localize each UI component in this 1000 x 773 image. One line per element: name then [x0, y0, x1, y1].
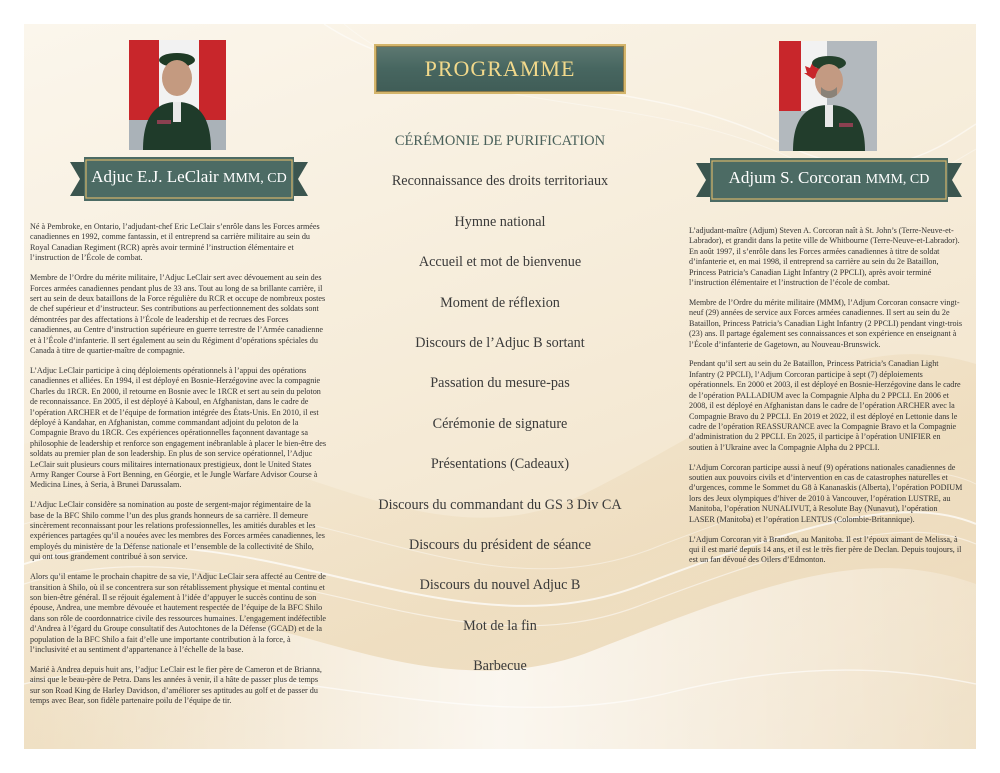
- left-name-label: [70, 167, 308, 187]
- left-biography: [30, 222, 326, 716]
- right-honours: MMM, CD: [865, 172, 930, 187]
- programme-item: Moment de réflexion: [440, 294, 560, 311]
- bio-paragraph: Né à Pembroke, en Ontario, l’adjudant-chef Eric LeClair s’enrôle dans les Forces armées canadiennes en 1992, comme fantassin, et il entreprend sa carrière militaire au sein du Royal Canadian Regiment (RCR) après avoir terminé l’instruction élémentaire et l’instruction de l’École de combat.: [30, 222, 320, 263]
- left-name-ribbon: [70, 156, 308, 202]
- bio-paragraph: Marié à Andrea depuis huit ans, l’adjuc LeClair est le fier père de Cameron et de Brianna, ainsi que le beau-père de Petra. Dans les années à venir, il a hâte de passer plus de temps sur son Road King de Harley Davidson, d’améliorer ses aptitudes au golf et de passer du temps avec Bear, son fidèle partenaire poilu de l’équipe de tir.: [30, 664, 322, 706]
- bio-paragraph: Membre de l’Ordre du mérite militaire (MMM), l’Adjum Corcoran consacre vingt-neuf (29) années de service aux Forces armées canadiennes. Il sert au sein du 2e Bataillon, Princess Patricia’s Canadian Light Infantry (2 PPCLI) pendant vingt-trois (23) ans. Il partage également ses connaissances et son expérience en enseignant à l’École d’infanterie de Gagetown, au Nouveau-Brunswick.: [689, 297, 963, 349]
- left-name: Adjuc E.J. LeClair: [91, 167, 219, 186]
- portrait-photo-icon: [129, 40, 226, 150]
- programme-title: PROGRAMME: [424, 56, 576, 81]
- bio-paragraph: L’Adjuc LeClair considère sa nomination au poste de sergent-major régimentaire de la base de la BFC Shilo comme l’un des plus grands honneurs de sa carrière. Il demeure sincèrement reconnaissant pour les relations professionnelles, les amitiés durables et les expériences partagées qu’il a nouées avec les membres des Forces armées canadiennes, les employés du ministère de la Défense nationale et l’ensemble de la collectivité de Shilo, qui ont tous grandement contribué à son service.: [30, 500, 325, 562]
- programme-item: Présentations (Cadeaux): [430, 456, 570, 473]
- programme-item: Cérémonie de signature: [432, 415, 568, 432]
- programme-item: Accueil et mot de bienvenue: [418, 254, 582, 271]
- bio-paragraph: Alors qu’il entame le prochain chapitre de sa vie, l’Adjuc LeClair sera affecté au Centre de transition à Shilo, où il se concentrera sur son rétablissement physique et mental continu et son bien-être général. Il se réjouit également à l’idée d’appuyer le succès continu de son épouse, Andrea, une membre dévouée et hautement respectée de l’équipe de la BFC Shilo dans son rôle de coordonnatrice civile des ressources humaines. L’engagement indéfectible d’Andrea à l’égard du Groupe consultatif des Autochtones de la Défense (GCAD) et de la population de la BFC Shilo a fait d’elle une importante contribution à la force, à l’inclusivité et au sentiment d’appartenance à l’échelle de la base.: [30, 572, 326, 655]
- right-name-label: [696, 168, 962, 188]
- programme-item: Barbecue: [473, 658, 527, 675]
- programme-item: Mot de la fin: [463, 617, 537, 634]
- programme-banner: [374, 44, 626, 94]
- programme-item: Reconnaissance des droits territoriaux: [391, 173, 609, 190]
- programme-item: Discours du commandant du GS 3 Div CA: [378, 496, 622, 513]
- portrait-photo-icon: [779, 41, 877, 151]
- right-name: Adjum S. Corcoran: [728, 168, 862, 187]
- left-portrait: [129, 40, 226, 150]
- programme-item: Discours du président de séance: [408, 536, 591, 553]
- programme-page: [24, 24, 976, 749]
- programme-list: [354, 133, 646, 698]
- bio-paragraph: L’Adjum Corcoran vit à Brandon, au Manitoba. Il est l’époux aimant de Melissa, à qui il est marié depuis 14 ans, et il est le très fier père de Declan. Depuis toujours, il est un fan dévoué des Oilers d’Edmonton.: [689, 534, 962, 565]
- bio-paragraph: L’Adjum Corcoran participe aussi à neuf (9) opérations nationales canadiennes de soutien aux pouvoirs civils et d’intervention en cas de catastrophes naturelles et d’urgences, comme le Sommet du G8 à Kananaskis (Alberta), l’opération PODIUM lors des Jeux olympiques d’hiver de 2010 à Vancouver, l’opération LUSTRE, au Manitoba, l’opération NUNALIVUT, à Resolute Bay (Nunavut), l’opération LASER (Manitoba) et l’opération LENTUS (Colombie-Britannique).: [689, 462, 963, 524]
- bio-paragraph: Membre de l’Ordre du mérite militaire, l’Adjuc LeClair sert avec dévouement au sein des Forces armées canadiennes pendant plus de 33 ans. Tout au long de sa brillante carrière, il sert au sein de deux bataillons de la Force régulière du RCR et occupe de nombreux postes de chef supérieur et d’instructeur. Ses contributions au perfectionnement des soldats sont démontrées par des affectations à l’École de leadership et de recrues des Forces canadiennes, au Centre d’instruction supérieure en guerre terrestre de l’Armée canadienne et à l’École d’infanterie. Il sert également au sein du Régiment d’opérations spéciales du Canada à titre de quartier-maître de compagnie.: [30, 273, 326, 355]
- bio-paragraph: Pendant qu’il sert au sein du 2e Bataillon, Princess Patricia’s Canadian Light Infantry (2 PPCLI), l’Adjum Corcoran participe à sept (7) déploiements opérationnels. En 2000 et 2003, il est déployé en Bosnie-Herzégovine dans le cadre de l’opération PALLADIUM avec la Compagnie Alpha du 2 PPCLI. En 2006 et 2008, il est déployé en Afghanistan dans le cadre de l’opération ARCHER avec la Compagnie Bravo du 2 PPCLI. En 2019 et 2022, il est déployé en Lettonie dans le cadre de l’opération REASSURANCE avec la Compagnie Bravo et la Compagnie d’administration du 2 PPCLI. En 2025, il participe à l’opération UNIFIER en soutien à l’Ukraine avec la Compagnie Alpha du 2 PPCLI.: [689, 359, 961, 452]
- programme-item: Discours de l’Adjuc B sortant: [415, 334, 585, 351]
- programme-item: Hymne national: [454, 213, 546, 230]
- programme-item: Passation du mesure-pas: [430, 375, 570, 392]
- left-honours: MMM, CD: [222, 171, 287, 186]
- programme-item: Discours du nouvel Adjuc B: [419, 577, 581, 594]
- bio-paragraph: L’adjudant-maître (Adjum) Steven A. Corcoran naît à St. John’s (Terre-Neuve-et-Labrador), et grandit dans la petite ville de Whitbourne (Terre-Neuve-et-Labrador). En août 1997, il s’enrôle dans les Forces armées canadiennes à titre de soldat d’infanterie et, en mai 1998, il entreprend sa carrière au sein du 2e Bataillon, Princess Patricia’s Canadian Light Infantry (2 PPCLI), après avoir terminé l’instruction élémentaire et l’instruction de l’école de combat.: [689, 226, 960, 288]
- right-name-ribbon: [696, 157, 962, 203]
- right-biography: [689, 226, 965, 575]
- programme-item: CÉRÉMONIE DE PURIFICATION: [394, 133, 606, 149]
- right-portrait: [779, 41, 877, 151]
- bio-paragraph: L’Adjuc LeClair participe à cinq déploiements opérationnels à l’appui des opérations canadiennes et alliées. En 1994, il est déployé en Bosnie-Herzégovine avec la compagnie Charles du 1RCR. En 2000, il retourne en Bosnie avec le 1RCR et sert au sein du peloton de reconnaissance. En 2005, il est déployé à Kaboul, en Afghanistan, dans le cadre de l’opération ARCHER et de l’équipe de formation intégrée des États-Unis. En 2010, il est déployé à Kandahar, en Afghanistan, comme commandant adjoint du peloton de la Compagnie Bravo du 1RCR. Ces expériences opérationnelles façonnent davantage sa philosophie de leadership et renforce son engagement inébranlable à placer le bien-être des soldats au premier plan de son leadership. En plus de son service opérationnel, l’Adjuc LeClair suit plusieurs cours militaires internationaux prestigieux, dont le United States Army Ranger Course à Fort Benning, en Géorgie, et le Jungle Warfare Advisor Course à Medicina Lines, à Seria, à Brunei Darussalam.: [30, 365, 326, 490]
